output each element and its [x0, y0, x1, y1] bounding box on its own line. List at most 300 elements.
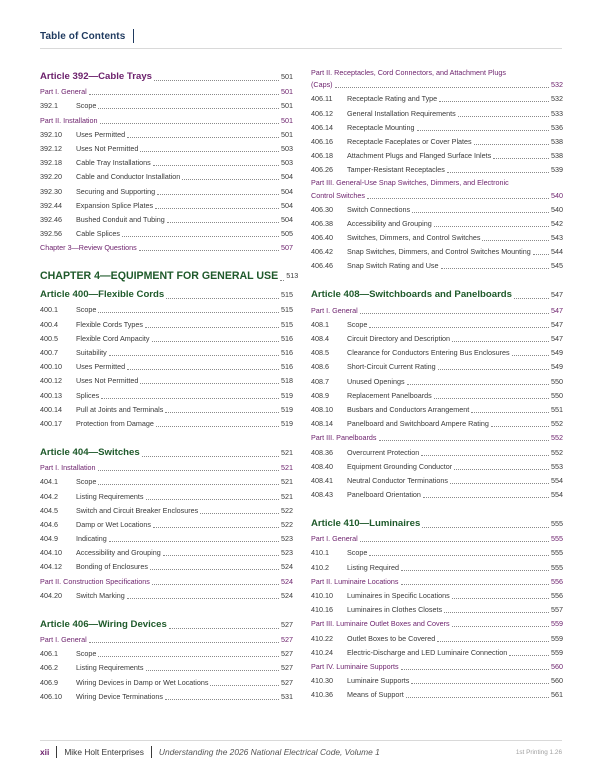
toc-section-entry[interactable]: [40, 545, 293, 559]
section-number: 406.18: [311, 151, 333, 161]
page-number: 552: [551, 419, 563, 429]
page-number: 544: [551, 247, 563, 257]
entry-title: Electric-Discharge and LED Luminaire Connection: [347, 647, 508, 657]
toc-section-entry[interactable]: [40, 316, 293, 330]
section-number: 408.1: [311, 319, 329, 329]
page-number: 521: [281, 447, 293, 457]
entry-title: Panelboard and Switchboard Ampere Rating: [347, 419, 489, 429]
section-number: 404.9: [40, 534, 58, 544]
dot-leader: [474, 144, 549, 145]
section-number: 400.4: [40, 319, 58, 329]
page-number: 560: [551, 676, 563, 686]
dot-leader: [434, 398, 549, 399]
footer-page-number: xii: [40, 747, 50, 757]
toc-section-entry[interactable]: [40, 345, 293, 359]
toc-section-entry[interactable]: [311, 687, 563, 701]
dot-leader: [379, 440, 549, 441]
section-number: 406.12: [311, 108, 333, 118]
entry-title: Panelboard Orientation: [347, 490, 421, 500]
toc-section-entry[interactable]: [311, 317, 563, 331]
section-number: 392.12: [40, 143, 62, 153]
toc-section-entry[interactable]: [40, 127, 293, 141]
toc-part-heading-line[interactable]: Part II. Receptacles, Cord Connectors, and Attachment Plugs: [311, 68, 506, 77]
toc-section-entry[interactable]: [40, 531, 293, 545]
section-number: 406.46: [311, 261, 333, 271]
toc-section-entry[interactable]: [311, 645, 563, 659]
section-number: 406.2: [40, 663, 58, 673]
page-number: 551: [551, 404, 563, 414]
footer-publisher: Mike Holt Enterprises: [64, 747, 144, 757]
toc-section-entry[interactable]: [311, 473, 563, 487]
toc-section-entry[interactable]: [40, 488, 293, 502]
dot-leader: [452, 626, 549, 627]
page-number: 540: [551, 190, 563, 200]
dot-leader: [280, 280, 284, 281]
dot-leader: [98, 312, 279, 313]
dot-leader: [89, 94, 279, 95]
section-number: 406.42: [311, 247, 333, 257]
section-number: 408.41: [311, 475, 333, 485]
dot-leader: [182, 179, 279, 180]
entry-title: Article 404—Switches: [40, 446, 140, 458]
toc-section-entry[interactable]: [311, 91, 563, 105]
dot-leader: [482, 240, 549, 241]
dot-leader: [153, 165, 279, 166]
section-number: 406.16: [311, 136, 333, 146]
page-number: 532: [551, 80, 563, 90]
page-number: 515: [281, 305, 293, 315]
section-number: 404.1: [40, 477, 58, 487]
dot-leader: [458, 116, 549, 117]
dot-leader: [369, 555, 549, 556]
page-number: 516: [281, 333, 293, 343]
entry-title: Scope: [76, 305, 97, 315]
dot-leader: [98, 470, 279, 471]
toc-section-entry[interactable]: [40, 98, 293, 112]
toc-part-heading[interactable]: [40, 112, 293, 126]
page-number: 515: [281, 319, 293, 329]
dot-leader: [450, 483, 549, 484]
page-number: 521: [281, 491, 293, 501]
page-number: 555: [551, 519, 563, 529]
page-number: 504: [281, 214, 293, 224]
toc-section-entry[interactable]: [40, 155, 293, 169]
dot-leader: [165, 412, 279, 413]
entry-title: Clearance for Conductors Entering Bus Enclosures: [347, 348, 510, 358]
toc-section-entry[interactable]: [311, 134, 563, 148]
page-number: 536: [551, 122, 563, 132]
dot-leader: [163, 555, 279, 556]
section-number: 406.30: [311, 204, 333, 214]
toc-section-entry[interactable]: [40, 387, 293, 401]
page-number: 555: [551, 548, 563, 558]
dot-leader: [166, 298, 279, 299]
dot-leader: [153, 527, 279, 528]
toc-part-heading[interactable]: [40, 84, 293, 98]
toc-section-entry[interactable]: [311, 487, 563, 501]
toc-section-entry[interactable]: [40, 141, 293, 155]
toc-section-entry[interactable]: [40, 198, 293, 212]
section-number: 410.2: [311, 562, 329, 572]
entry-title: Listing Required: [347, 562, 399, 572]
entry-title: Uses Not Permitted: [76, 143, 139, 153]
toc-part-heading[interactable]: [311, 616, 563, 630]
entry-title: Control Switches: [311, 190, 365, 200]
page-number: 554: [551, 490, 563, 500]
toc-part-heading[interactable]: [40, 632, 293, 646]
toc-part-heading[interactable]: [40, 573, 293, 587]
section-number: 400.14: [40, 404, 62, 414]
page-number: 519: [281, 404, 293, 414]
toc-section-entry[interactable]: [40, 646, 293, 660]
entry-title: Article 400—Flexible Cords: [40, 289, 165, 301]
section-number: 392.1: [40, 101, 58, 111]
toc-review-questions[interactable]: [40, 240, 293, 254]
dot-leader: [98, 108, 279, 109]
toc-section-entry[interactable]: [40, 416, 293, 430]
section-number: 392.44: [40, 200, 62, 210]
entry-title: Wiring Devices in Damp or Wet Locations: [76, 677, 209, 687]
dot-leader: [140, 151, 279, 152]
page-footer: [40, 746, 562, 758]
entry-title: Luminaires in Clothes Closets: [347, 605, 443, 615]
dot-leader: [406, 697, 549, 698]
toc-section-entry[interactable]: [311, 216, 563, 230]
header-divider: [133, 29, 134, 43]
dot-leader: [471, 412, 549, 413]
entry-title: Wiring Device Terminations: [76, 691, 163, 701]
dot-leader: [533, 254, 549, 255]
toc-section-entry[interactable]: [311, 673, 563, 687]
toc-section-entry[interactable]: [40, 212, 293, 226]
entry-title: Listing Requirements: [76, 663, 144, 673]
page-number: 503: [281, 158, 293, 168]
toc-section-entry[interactable]: [311, 588, 563, 602]
toc-section-entry[interactable]: [311, 120, 563, 134]
toc-section-entry[interactable]: [40, 169, 293, 183]
toc-section-entry[interactable]: [311, 444, 563, 458]
page-number: 504: [281, 186, 293, 196]
entry-title: Circuit Directory and Description: [347, 334, 451, 343]
dot-leader: [139, 250, 279, 251]
entry-title: Flexible Cords Types: [76, 319, 143, 329]
entry-title: Flexible Cord Ampacity: [76, 333, 150, 343]
entry-title: Switch and Circuit Breaker Enclosures: [76, 505, 199, 515]
toc-section-entry[interactable]: [311, 359, 563, 373]
toc-section-entry[interactable]: [40, 331, 293, 345]
section-number: 408.10: [311, 404, 333, 414]
page-number: 501: [281, 129, 293, 139]
toc-article-heading[interactable]: [311, 284, 563, 302]
dot-leader: [150, 569, 279, 570]
entry-title: Scope: [76, 101, 97, 111]
toc-part-heading[interactable]: [311, 430, 563, 444]
section-number: 404.5: [40, 505, 58, 515]
entry-title: Part I. General: [311, 305, 358, 315]
toc-article-heading[interactable]: [40, 614, 293, 632]
page-number: 532: [551, 94, 563, 104]
header-rule: [40, 48, 562, 49]
footer-printing: 1st Printing 1.26: [515, 748, 562, 756]
entry-title: Snap Switches, Dimmers, and Control Switches Mounting: [347, 247, 531, 257]
dot-leader: [452, 341, 549, 342]
toc-section-entry[interactable]: [40, 226, 293, 240]
toc-part-heading[interactable]: [311, 77, 563, 91]
toc-section-entry[interactable]: [311, 402, 563, 416]
toc-section-entry[interactable]: [311, 105, 563, 119]
page-number: 516: [281, 362, 293, 372]
dot-leader: [360, 541, 549, 542]
entry-title: Replacement Panelboards: [347, 390, 432, 400]
section-number: 392.18: [40, 158, 62, 168]
section-number: 392.10: [40, 129, 62, 139]
page-number: 559: [551, 647, 563, 657]
toc-section-entry[interactable]: [40, 559, 293, 573]
toc-section-entry[interactable]: [40, 588, 293, 602]
entry-title: Scope: [76, 649, 97, 659]
dot-leader: [367, 198, 549, 199]
entry-title: Receptacle Faceplates or Cover Plates: [347, 136, 472, 146]
entry-title: Part I. General: [40, 635, 87, 644]
entry-title: Scope: [76, 477, 97, 487]
page-number: 523: [281, 534, 293, 544]
dot-leader: [200, 513, 279, 514]
page-number: 549: [551, 362, 563, 372]
page-number: 559: [551, 633, 563, 643]
toc-section-entry[interactable]: [40, 373, 293, 387]
dot-leader: [447, 172, 549, 173]
section-number: 406.14: [311, 122, 333, 132]
dot-leader: [98, 484, 279, 485]
page-number: 547: [551, 334, 563, 343]
page-number: 538: [551, 136, 563, 146]
footer-divider: [56, 746, 57, 758]
toc-section-entry[interactable]: [40, 183, 293, 197]
header-title: Table of Contents: [40, 30, 126, 42]
dot-leader: [157, 194, 279, 195]
toc-section-entry[interactable]: [311, 258, 563, 272]
page-header: [40, 28, 134, 44]
toc-part-heading-line[interactable]: Part III. General-Use Snap Switches, Dimmers, and Electronic: [311, 178, 509, 188]
page-number: 522: [281, 505, 293, 515]
toc-section-entry[interactable]: [311, 162, 563, 176]
page-number: 516: [281, 348, 293, 357]
toc-section-entry[interactable]: [40, 674, 293, 688]
section-number: 410.1: [311, 548, 329, 558]
toc-section-entry[interactable]: [311, 244, 563, 258]
entry-title: Protection from Damage: [76, 418, 154, 428]
toc-section-entry[interactable]: [311, 388, 563, 402]
page-number: 519: [281, 390, 293, 400]
toc-part-heading[interactable]: [311, 531, 563, 545]
page-number: 531: [281, 691, 293, 701]
section-number: 392.46: [40, 214, 62, 224]
page-number: 501: [281, 115, 293, 125]
page-number: 555: [551, 562, 563, 572]
page-number: 538: [551, 151, 563, 161]
section-number: 400.5: [40, 333, 58, 343]
section-number: 408.6: [311, 362, 329, 372]
dot-leader: [165, 699, 279, 700]
toc-section-entry[interactable]: [311, 545, 563, 559]
dot-leader: [122, 236, 279, 237]
toc-part-heading[interactable]: [311, 187, 563, 201]
entry-title: Equipment Grounding Conductor: [347, 461, 453, 471]
entry-title: Accessibility and Grouping: [76, 548, 161, 558]
entry-title: Cable Splices: [76, 229, 120, 239]
section-number: 392.20: [40, 172, 62, 182]
footer-book-title: Understanding the 2026 National Electrical Code, Volume 1: [158, 747, 380, 757]
page-number: 504: [281, 200, 293, 210]
toc-section-entry[interactable]: [40, 517, 293, 531]
entry-title: Bushed Conduit and Tubing: [76, 214, 165, 224]
toc-part-heading[interactable]: [40, 460, 293, 474]
toc-section-entry[interactable]: [311, 416, 563, 430]
toc-section-entry[interactable]: [311, 373, 563, 387]
section-number: 408.5: [311, 348, 329, 358]
toc-section-entry[interactable]: [40, 503, 293, 517]
entry-title: Uses Permitted: [76, 362, 126, 372]
toc-section-entry[interactable]: [40, 689, 293, 703]
dot-leader: [156, 426, 279, 427]
entry-title: Article 410—Luminaires: [311, 518, 421, 530]
page-number: 555: [551, 534, 563, 544]
entry-title: Chapter 3—Review Questions: [40, 243, 137, 253]
page-number: 524: [281, 590, 293, 600]
section-number: 408.36: [311, 447, 333, 457]
entry-title: Accessibility and Grouping: [347, 218, 432, 228]
entry-title: Luminaire Supports: [347, 676, 410, 686]
section-gap: [311, 272, 563, 284]
entry-title: Unused Openings: [347, 376, 405, 386]
entry-title: Luminaires in Specific Locations: [347, 591, 450, 600]
page-number: 560: [551, 661, 563, 671]
dot-leader: [444, 612, 549, 613]
entry-title: Suitability: [76, 348, 107, 357]
page-number: 515: [281, 290, 293, 300]
entry-title: Expansion Splice Plates: [76, 200, 154, 210]
page-number: 527: [281, 635, 293, 644]
toc-article-heading[interactable]: [311, 513, 563, 531]
page-number: 547: [551, 305, 563, 315]
section-gap: [40, 430, 293, 442]
toc-chapter-heading[interactable]: [40, 266, 299, 284]
entry-title: Part III. Luminaire Outlet Boxes and Covers: [311, 619, 450, 629]
toc-section-entry[interactable]: [311, 230, 563, 244]
page-number: 519: [281, 418, 293, 428]
dot-leader: [210, 685, 279, 686]
toc-section-entry[interactable]: [40, 402, 293, 416]
page-number: 540: [551, 204, 563, 214]
section-gap: [311, 501, 563, 513]
entry-title: Cable Tray Installations: [76, 158, 151, 168]
section-number: 392.30: [40, 186, 62, 196]
page-number: 527: [281, 649, 293, 659]
entry-title: Outlet Boxes to be Covered: [347, 633, 436, 643]
entry-title: Damp or Wet Locations: [76, 519, 151, 529]
page-number: 550: [551, 390, 563, 400]
toc-section-entry[interactable]: [40, 660, 293, 674]
dot-leader: [422, 527, 549, 528]
toc-section-entry[interactable]: [311, 602, 563, 616]
dot-leader: [412, 212, 549, 213]
section-gap: [40, 254, 293, 266]
entry-title: Means of Support: [347, 690, 404, 700]
page-number: 501: [281, 101, 293, 111]
toc-section-entry[interactable]: [311, 559, 563, 573]
toc-article-heading[interactable]: [40, 66, 293, 84]
page-number: 518: [281, 376, 293, 386]
toc-section-entry[interactable]: [311, 202, 563, 216]
toc-section-entry[interactable]: [311, 331, 563, 345]
page-number: 542: [551, 218, 563, 228]
dot-leader: [127, 137, 279, 138]
toc-section-entry[interactable]: [40, 359, 293, 373]
dot-leader: [146, 670, 279, 671]
section-number: 400.17: [40, 418, 62, 428]
dot-leader: [437, 641, 549, 642]
entry-title: Part I. General: [40, 87, 87, 97]
section-number: 410.16: [311, 605, 333, 615]
page-number: 524: [281, 576, 293, 586]
page-number: 504: [281, 172, 293, 182]
section-number: 404.20: [40, 590, 62, 600]
dot-leader: [145, 327, 279, 328]
entry-title: Cable and Conductor Installation: [76, 172, 181, 182]
toc-section-entry[interactable]: [311, 345, 563, 359]
toc-part-heading[interactable]: [311, 574, 563, 588]
page-number: 527: [281, 619, 293, 629]
page-number: 527: [281, 663, 293, 673]
section-number: 404.10: [40, 548, 62, 558]
toc-section-entry[interactable]: [311, 148, 563, 162]
section-number: 406.1: [40, 649, 58, 659]
section-number: 400.13: [40, 390, 62, 400]
dot-leader: [423, 497, 549, 498]
page-number: 513: [286, 271, 299, 281]
toc-part-heading[interactable]: [311, 659, 563, 673]
entry-title: Busbars and Conductors Arrangement: [347, 404, 470, 414]
dot-leader: [421, 455, 549, 456]
section-number: 408.40: [311, 461, 333, 471]
section-number: 408.9: [311, 390, 329, 400]
dot-leader: [452, 598, 549, 599]
dot-leader: [407, 384, 549, 385]
toc-article-heading[interactable]: [40, 442, 293, 460]
toc-section-entry[interactable]: [40, 474, 293, 488]
page-number: 523: [281, 548, 293, 558]
page-number: 547: [551, 290, 563, 300]
entry-title: Article 392—Cable Trays: [40, 71, 152, 82]
dot-leader: [152, 341, 280, 342]
entry-title: Listing Requirements: [76, 491, 144, 501]
page-number: 533: [551, 108, 563, 118]
dot-leader: [155, 208, 279, 209]
page-number: 543: [551, 233, 563, 243]
toc-section-entry[interactable]: [311, 630, 563, 644]
section-number: 404.6: [40, 519, 58, 529]
page-number: 552: [551, 433, 563, 443]
page-number: 524: [281, 562, 293, 572]
entry-title: Part IV. Luminaire Supports: [311, 661, 399, 671]
section-number: 410.24: [311, 647, 333, 657]
section-number: 408.14: [311, 419, 333, 429]
toc-part-heading[interactable]: [311, 302, 563, 316]
toc-article-heading[interactable]: [40, 284, 293, 302]
toc-section-entry[interactable]: [311, 459, 563, 473]
toc-section-entry[interactable]: [40, 302, 293, 316]
page-number: 553: [551, 461, 563, 471]
